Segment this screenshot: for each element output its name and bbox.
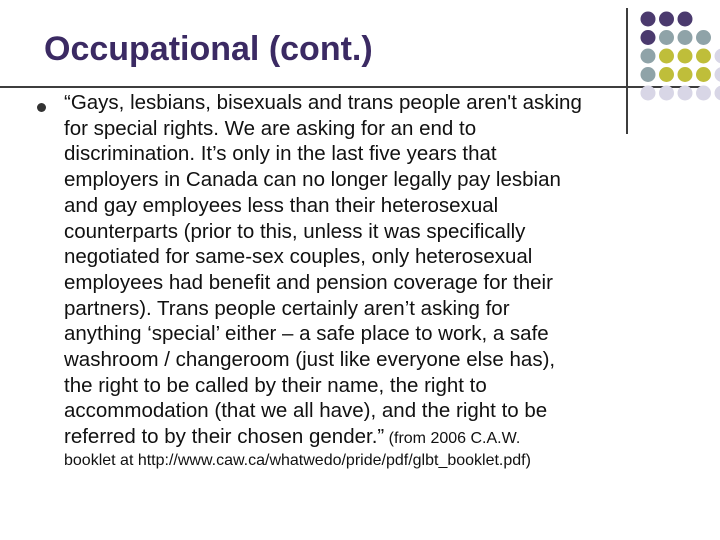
quote-line-end: referred to by their chosen gender.” xyxy=(64,425,385,449)
decorative-dot xyxy=(659,67,674,82)
horizontal-rule xyxy=(0,86,702,88)
quote-line: partners). Trans people certainly aren’t asking for xyxy=(64,296,510,320)
quote-line: and gay employees less than their heterosexual xyxy=(64,193,499,217)
quote-line: negotiated for same-sex couples, only heterosexual xyxy=(64,245,533,269)
decorative-dot xyxy=(715,49,720,64)
decorative-dot xyxy=(678,67,693,82)
quote-line: employers in Canada can no longer legally pay lesbian xyxy=(64,168,561,192)
quote-line: “Gays, lesbians, bisexuals and trans people aren't asking xyxy=(64,91,582,114)
decorative-dot xyxy=(678,49,693,64)
quote-line: anything ‘special’ either – a safe place to work, a safe xyxy=(64,322,549,346)
decorative-dot xyxy=(715,86,720,101)
quote-line: washroom / changeroom (just like everyone else has), xyxy=(64,348,556,372)
quote-line-last xyxy=(64,424,704,452)
slide-title: Occupational (cont.) xyxy=(44,30,373,68)
decorative-dot xyxy=(659,12,674,27)
quote-line: employees had benefit and pension coverage for their xyxy=(64,270,553,294)
quote-line: for special rights. We are asking for an end to xyxy=(64,116,477,140)
source-citation-end: booklet at http://www.caw.ca/whatwedo/pride/pdf/glbt_booklet.pdf) xyxy=(64,452,531,469)
bullet-icon xyxy=(37,103,46,112)
source-citation-start: (from 2006 C.A.W. xyxy=(384,430,521,448)
decorative-dot xyxy=(641,67,656,82)
decorative-dot xyxy=(696,30,711,45)
decorative-dot xyxy=(696,67,711,82)
decorative-dot xyxy=(678,30,693,45)
decorative-dot xyxy=(659,30,674,45)
decorative-dot xyxy=(641,30,656,45)
quote-text xyxy=(64,90,704,452)
quote-line: counterparts (prior to this, unless it was specifically xyxy=(64,219,526,243)
decorative-dot xyxy=(641,49,656,64)
quote-line: discrimination. It’s only in the last five years that xyxy=(64,142,497,166)
decorative-dot xyxy=(696,49,711,64)
decorative-dot xyxy=(715,67,720,82)
decorative-dot xyxy=(678,12,693,27)
decorative-dot xyxy=(659,49,674,64)
quote-line: accommodation (that we all have), and the right to be xyxy=(64,399,548,423)
decorative-dot xyxy=(641,12,656,27)
quote-line: the right to be called by their name, the right to xyxy=(64,373,487,397)
